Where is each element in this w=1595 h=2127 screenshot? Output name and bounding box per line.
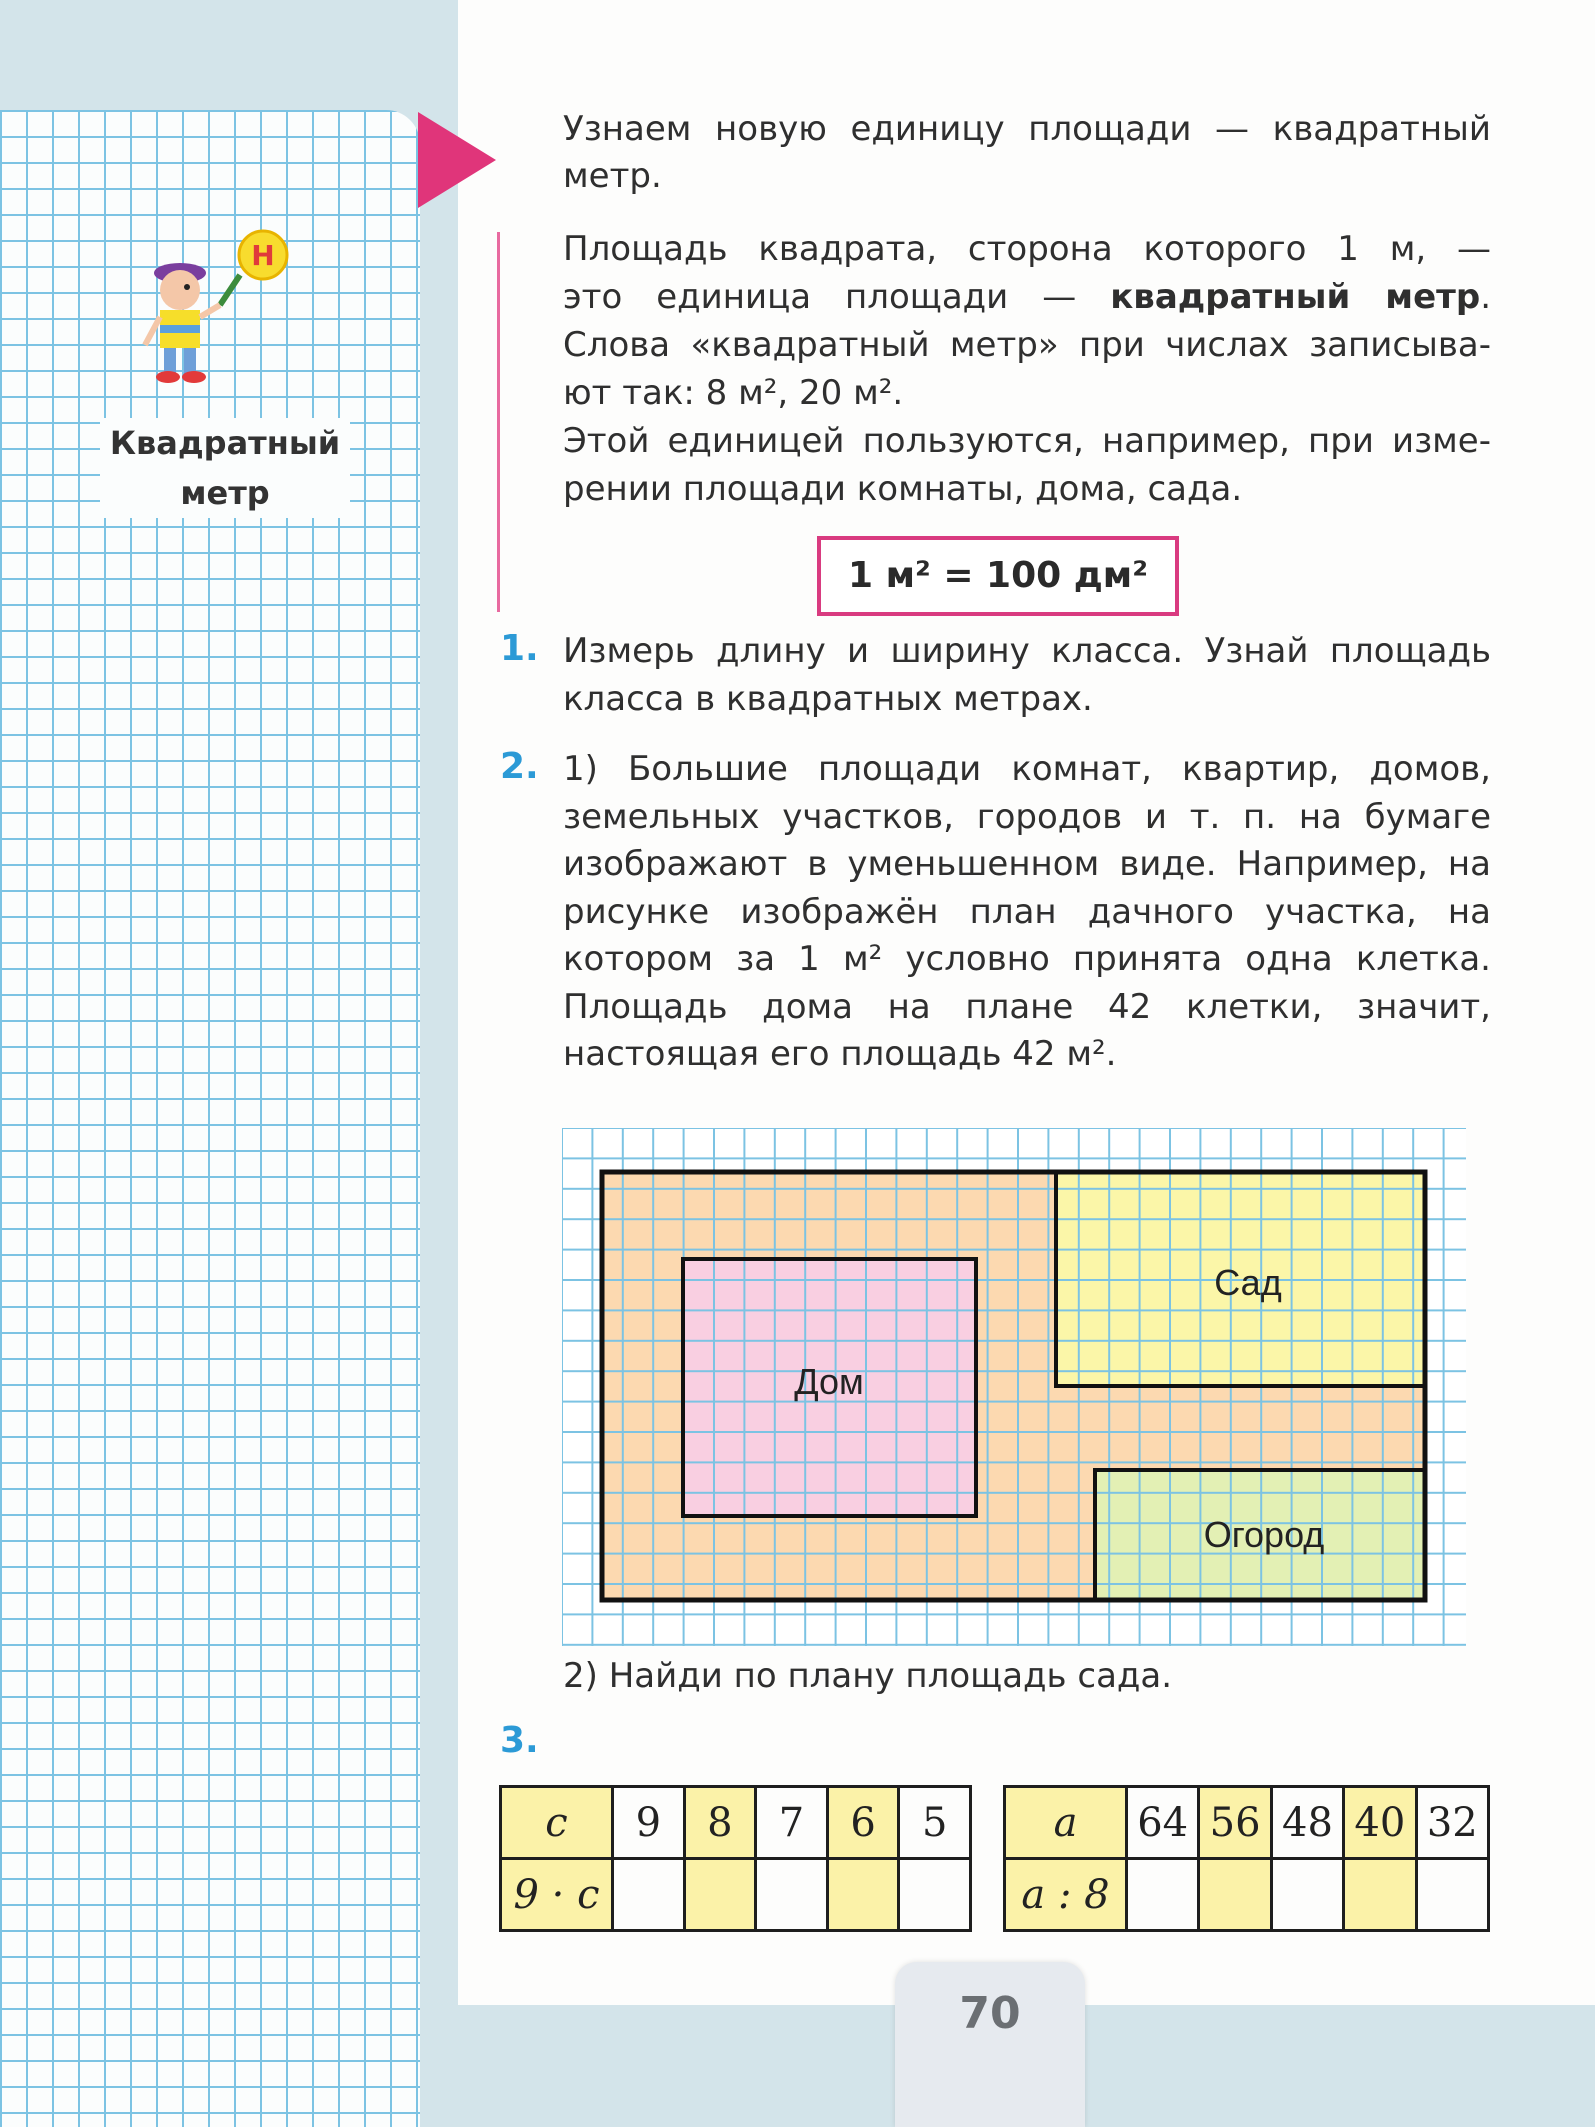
division-table <box>1003 1785 1490 1932</box>
table2-value: 40 <box>1344 1787 1416 1859</box>
badge-letter: Н <box>251 239 275 272</box>
table1-value: 7 <box>756 1787 828 1859</box>
task2-line-6: Площадь дома на плане 42 клетки, значит, <box>563 987 1491 1027</box>
table1-value: 8 <box>684 1787 756 1859</box>
definition-line-1: Площадь квадрата, сторона которого 1 м, — <box>563 229 1491 269</box>
definition-line-2 <box>563 274 1491 322</box>
table1-answer-cell[interactable] <box>613 1859 685 1931</box>
table2-answer-cell[interactable] <box>1271 1859 1343 1931</box>
intro-line-2: метр. <box>563 156 662 196</box>
table2-value: 56 <box>1199 1787 1271 1859</box>
table1-value: 9 <box>613 1787 685 1859</box>
multiplication-table <box>499 1785 972 1932</box>
table1-header-c: c <box>501 1787 613 1859</box>
definition-line-6: рении площади комнаты, дома, сада. <box>563 469 1243 509</box>
definition-term: квадратный метр <box>1110 277 1481 317</box>
house-label: Дом <box>794 1361 864 1402</box>
sidebar-label-line1: Квадратный <box>109 424 341 462</box>
table1-header-9c: 9 · c <box>501 1859 613 1931</box>
sidebar-topic-label <box>100 418 350 518</box>
task2-line-1: 1) Большие площади комнат, квартир, домов, <box>563 749 1491 789</box>
task1-line-2: класса в квадратных метрах. <box>563 679 1093 719</box>
task2-line-5: котором за 1 м² условно принята одна клетка. <box>563 939 1491 979</box>
table2-value: 32 <box>1416 1787 1488 1859</box>
vegetable-garden-label: Огород <box>1203 1514 1325 1555</box>
table2-header-a8: a : 8 <box>1005 1859 1127 1931</box>
table2-header-a: a <box>1005 1787 1127 1859</box>
definition-margin-line <box>497 232 500 612</box>
task-number-3: 3. <box>500 1720 539 1761</box>
page-number: 70 <box>959 1988 1021 2039</box>
sidebar-label-line2: метр <box>180 474 270 512</box>
definition-text: это единица площади — <box>563 277 1111 317</box>
definition-line-5: Этой единицей пользуются, например, при изме- <box>563 421 1491 461</box>
garden-label: Сад <box>1214 1262 1282 1303</box>
intro-line-1: Узнаем новую единицу площади — квадратный <box>563 109 1491 149</box>
page-number-tab <box>895 1962 1085 2127</box>
table2-value: 48 <box>1271 1787 1343 1859</box>
table1-answer-cell[interactable] <box>684 1859 756 1931</box>
task2-line-7: настоящая его площадь 42 м². <box>563 1034 1117 1074</box>
table2-answer-cell[interactable] <box>1199 1859 1271 1931</box>
task2-line-4: рисунке изображён план дачного участка, на <box>563 892 1491 932</box>
task-number-1: 1. <box>500 628 539 669</box>
pink-pointer-triangle <box>418 112 496 208</box>
task-number-2: 2. <box>500 746 539 787</box>
definition-line-3: Слова «квадратный метр» при числах записыва- <box>563 325 1491 365</box>
table2-value: 64 <box>1127 1787 1199 1859</box>
table2-answer-cell[interactable] <box>1127 1859 1199 1931</box>
task2-line-2: земельных участков, городов и т. п. на бумаге <box>563 797 1491 837</box>
table2-answer-cell[interactable] <box>1416 1859 1488 1931</box>
table2-answer-cell[interactable] <box>1344 1859 1416 1931</box>
task2-line-3: изображают в уменьшенном виде. Например, на <box>563 844 1491 884</box>
task2-part-2: 2) Найди по плану площадь сада. <box>563 1656 1173 1696</box>
grid-strip <box>0 110 420 2127</box>
formula-box: 1 м² = 100 дм² <box>817 536 1179 616</box>
garden-plot-plan <box>562 1128 1466 1646</box>
table1-value: 6 <box>827 1787 899 1859</box>
table1-value: 5 <box>899 1787 971 1859</box>
table1-answer-cell[interactable] <box>899 1859 971 1931</box>
definition-line-4: ют так: 8 м², 20 м². <box>563 373 904 413</box>
table1-answer-cell[interactable] <box>756 1859 828 1931</box>
boy-character-illustration <box>140 225 300 385</box>
task1-line-1: Измерь длину и ширину класса. Узнай площадь <box>563 631 1491 671</box>
table1-answer-cell[interactable] <box>827 1859 899 1931</box>
definition-period: . <box>1480 277 1491 317</box>
